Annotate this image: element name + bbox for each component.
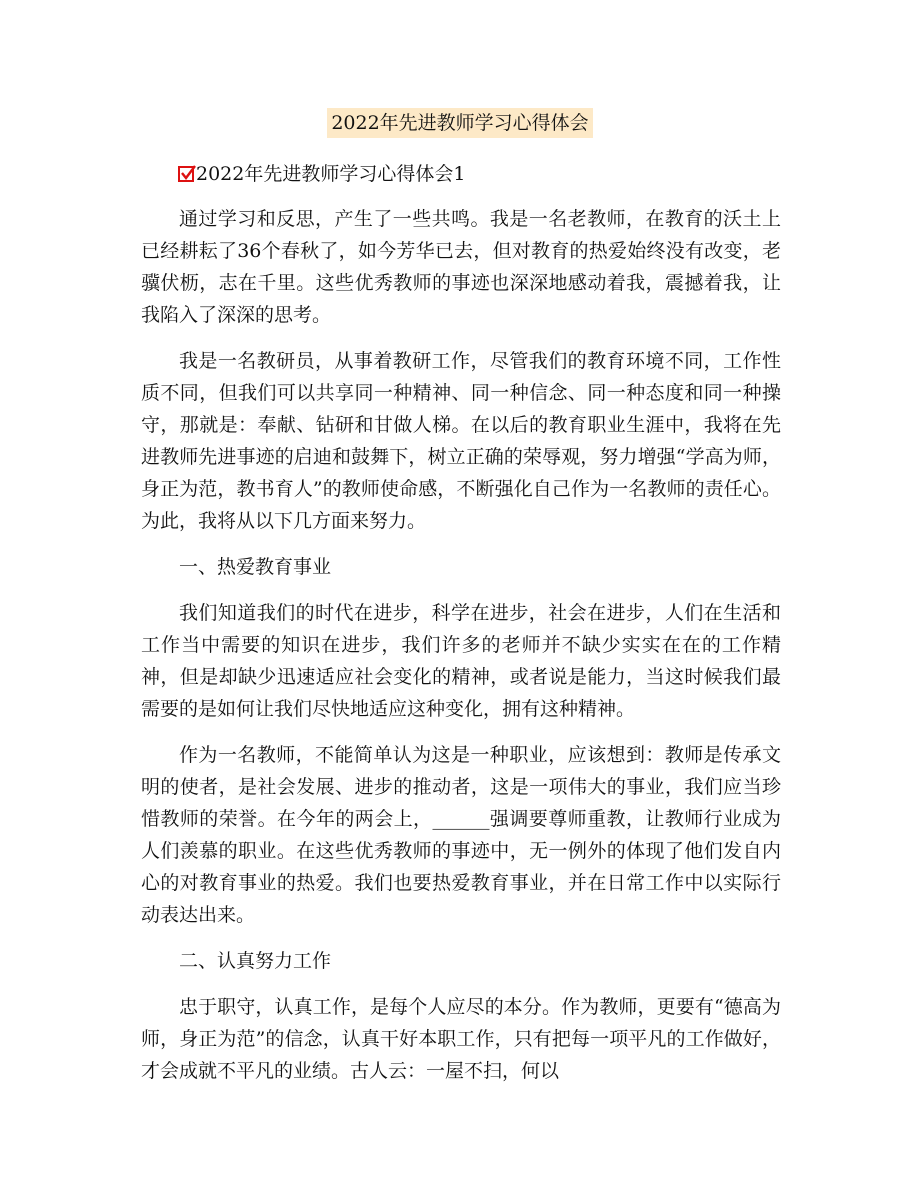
paragraph: 忠于职守，认真工作，是每个人应尽的本分。作为教师，更要有“德高为师，身正为范”的信念，认真干好本职工作，只有把每一项平凡的工作做好，才会成就不平凡的业绩。古人云：一屋不扫，何以 (141, 996, 781, 1082)
paragraph: 作为一名教师，不能简单认为这是一种职业，应该想到：教师是传承文明的使者，是社会发展、进步的推动者，这是一项伟大的事业，我们应当珍惜教师的荣誉。在今年的两会上，______强调要尊师重教，让教师行业成为人们羡慕的职业。在这些优秀教师的事迹中，无一例外的体现了他们发自内心的对教育事业的热爱。我们也要热爱教育事业，并在日常工作中以实际行动表达出来。 (141, 744, 781, 926)
document-title: 2022年先进教师学习心得体会 (327, 108, 592, 138)
section-heading (178, 160, 465, 188)
paragraph: 通过学习和反思，产生了一些共鸣。我是一名老教师，在教育的沃土上已经耕耘了36个春秋了，如今芳华已去，但对教育的热爱始终没有改变，老骥伏枥，志在千里。这些优秀教师的事迹也深深地感动着我，震撼着我，让我陷入了深深的思考。 (141, 208, 781, 326)
paragraph: 我们知道我们的时代在进步，科学在进步，社会在进步，人们在生活和工作当中需要的知识在进步，我们许多的老师并不缺少实实在在的工作精神，但是却缺少迅速适应社会变化的精神，或者说是能力，当这时候我们最需要的是如何让我们尽快地适应这种变化，拥有这种精神。 (141, 602, 781, 720)
paragraph: 我是一名教研员，从事着教研工作，尽管我们的教育环境不同，工作性质不同，但我们可以共享同一种精神、同一种信念、同一种态度和同一种操守，那就是：奉献、钻研和甘做人梯。在以后的教育职业生涯中，我将在先进教师先进事迹的启迪和鼓舞下，树立正确的荣辱观，努力增强“学高为师，身正为范，教书育人”的教师使命感，不断强化自己作为一名教师的责任心。为此，我将从以下几方面来努力。 (141, 350, 781, 532)
section-heading-text: 2022年先进教师学习心得体会1 (196, 163, 466, 185)
subheading: 二、认真努力工作 (179, 950, 332, 972)
document-body (141, 203, 781, 1101)
title-row (0, 108, 920, 138)
subheading: 一、热爱教育事业 (179, 556, 332, 578)
checkbox-checked-icon (178, 166, 194, 182)
